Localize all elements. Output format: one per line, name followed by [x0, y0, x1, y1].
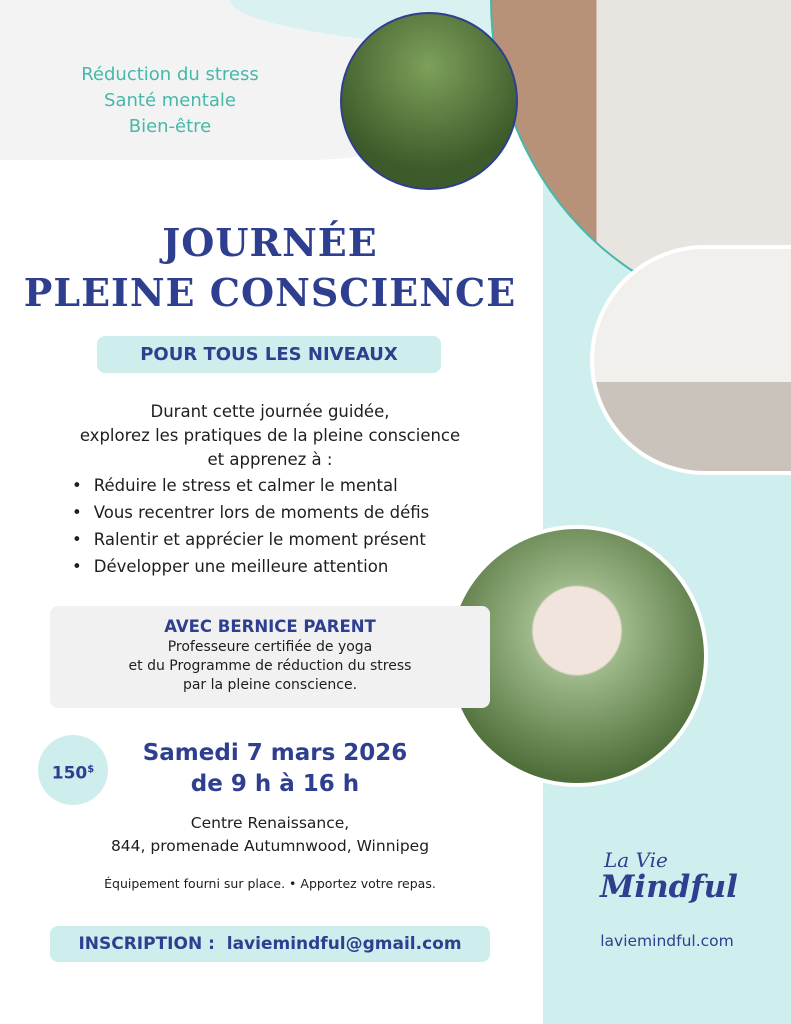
event-date — [110, 738, 440, 800]
page-title — [20, 218, 520, 318]
title-line: JOURNÉE — [162, 220, 378, 265]
benefits-list — [72, 472, 512, 580]
logo-line: Mindful — [600, 869, 738, 905]
address — [60, 812, 480, 858]
list-item: • Réduire le stress et calmer le mental — [72, 472, 512, 499]
inscription-email-link[interactable]: laviemindful@gmail.com — [226, 934, 462, 954]
teacher-bio: et du Programme de réduction du stress — [128, 658, 412, 674]
event-hours: de 9 h à 16 h — [190, 771, 360, 797]
inscription-label: INSCRIPTION : — [78, 934, 215, 954]
address-line: 844, promenade Autumnwood, Winnipeg — [110, 837, 430, 855]
website-link[interactable]: laviemindful.com — [600, 932, 734, 950]
level-badge: POUR TOUS LES NIVEAUX — [97, 336, 441, 373]
intro-line: Durant cette journée guidée, — [150, 402, 390, 421]
tag: Réduction du stress — [81, 64, 259, 85]
address-line: Centre Renaissance, — [190, 814, 350, 832]
price-currency: $ — [87, 764, 95, 775]
logo-line: La Vie — [604, 848, 668, 872]
list-item: • Ralentir et apprécier le moment présent — [72, 526, 512, 553]
teacher-box — [50, 606, 490, 708]
price-badge — [38, 735, 108, 805]
intro-line: et apprenez à : — [207, 450, 333, 469]
intro-line: explorez les pratiques de la pleine conscience — [79, 426, 461, 445]
tag: Santé mentale — [104, 90, 236, 111]
photo-yoga-outdoor — [340, 12, 518, 190]
list-item: • Vous recentrer lors de moments de défis — [72, 499, 512, 526]
title-line: PLEINE CONSCIENCE — [23, 270, 517, 315]
equipment-note: Équipement fourni sur place. • Apportez votre repas. — [104, 876, 436, 891]
tag: Bien-être — [128, 116, 212, 137]
topic-tags — [40, 62, 300, 140]
teacher-bio: par la pleine conscience. — [182, 677, 358, 693]
price-amount: 150 — [51, 763, 88, 784]
teacher-bio: Professeure certifiée de yoga — [167, 639, 373, 655]
intro-text — [20, 400, 520, 472]
brand-logo — [600, 848, 760, 905]
inscription-banner — [50, 926, 490, 962]
teacher-name: AVEC BERNICE PARENT — [164, 617, 376, 636]
list-item: • Développer une meilleure attention — [72, 553, 512, 580]
event-day: Samedi 7 mars 2026 — [142, 740, 408, 766]
